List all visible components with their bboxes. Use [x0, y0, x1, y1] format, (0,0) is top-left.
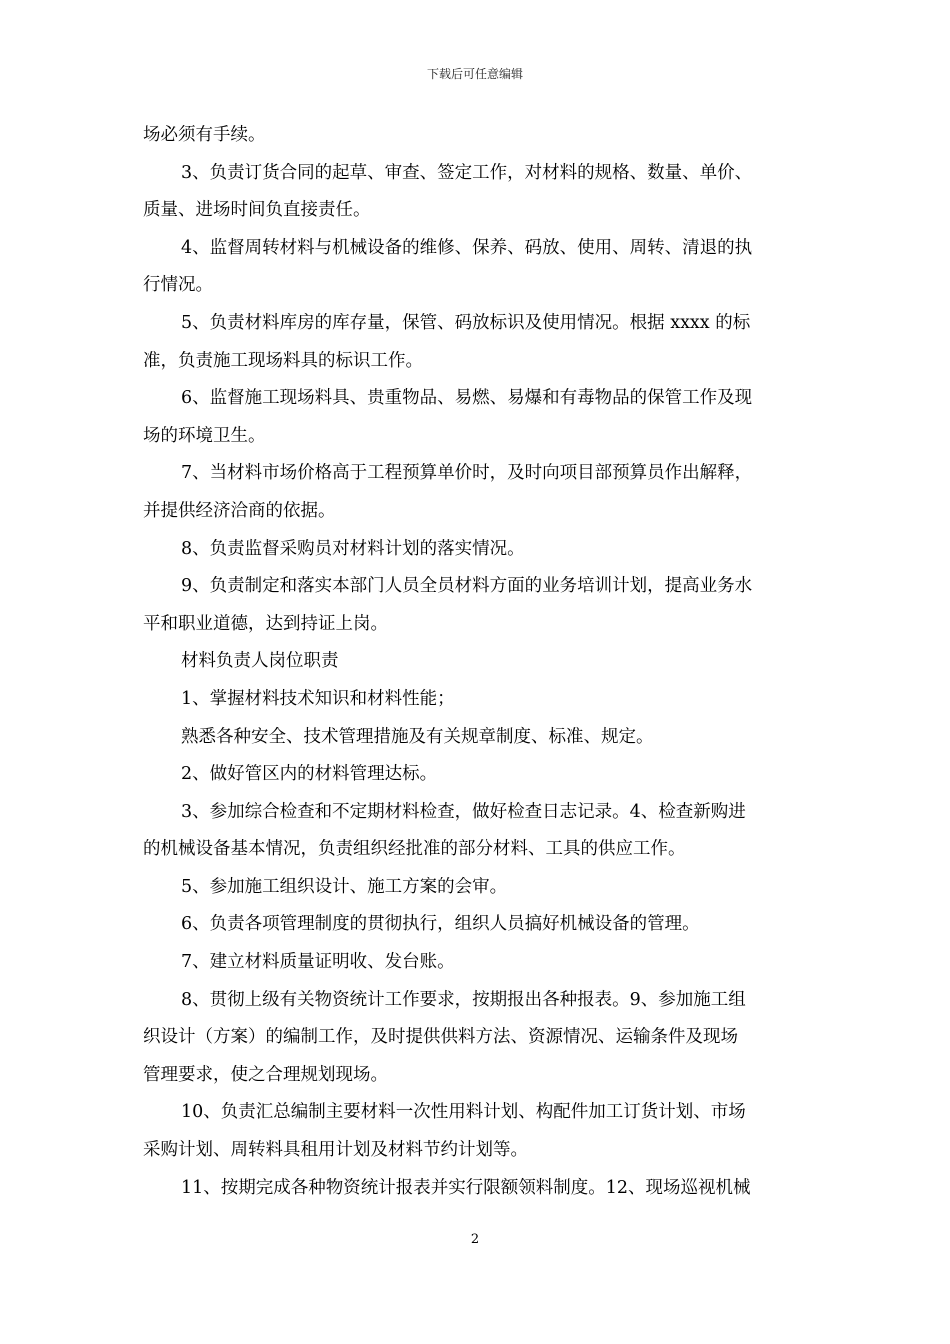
text-line: 9、负责制定和落实本部门人员全员材料方面的业务培训计划，提高业务水 [181, 576, 753, 597]
text-line: 8、负责监督采购员对材料计划的落实情况。 [181, 538, 525, 559]
text-line: 并提供经济洽商的依据。 [143, 500, 336, 521]
text-line: 8、贯彻上级有关物资统计工作要求，按期报出各种报表。9、参加施工组 [181, 989, 746, 1010]
text-line: 场必须有手续。 [143, 125, 266, 145]
text-line: 3、负责订货合同的起草、审查、签定工作，对材料的规格、数量、单价、 [181, 162, 753, 183]
text-line: 5、参加施工组织设计、施工方案的会审。 [181, 876, 508, 897]
text-line: 织设计（方案）的编制工作，及时提供供料方法、资源情况、运输条件及现场 [143, 1027, 738, 1048]
text-line: 1、掌握材料技术知识和材料性能； [181, 688, 455, 709]
text-line: 熟悉各种安全、技术管理措施及有关规章制度、标准、规定。 [181, 726, 654, 747]
text-line: 平和职业道德，达到持证上岗。 [143, 613, 388, 634]
page-number: 2 [470, 1232, 480, 1247]
text-line: 7、建立材料质量证明收、发台账。 [181, 952, 455, 973]
text-line: 采购计划、周转料具租用计划及材料节约计划等。 [143, 1140, 528, 1161]
section-heading: 材料负责人岗位职责 [181, 651, 339, 672]
text-line: 管理要求，使之合理规划现场。 [143, 1064, 388, 1085]
text-line: 质量、进场时间负直接责任。 [143, 200, 371, 221]
text-line: 4、监督周转材料与机械设备的维修、保养、码放、使用、周转、清退的执 [181, 237, 753, 258]
text-line: 准，负责施工现场料具的标识工作。 [143, 350, 423, 371]
text-line: 7、当材料市场价格高于工程预算单价时，及时向项目部预算员作出解释， [181, 463, 753, 484]
text-line: 2、做好管区内的材料管理达标。 [181, 764, 438, 785]
text-line: 11、按期完成各种物资统计报表并实行限额领料制度。12、现场巡视机械 [181, 1177, 751, 1198]
document-body [143, 117, 810, 1207]
text-line: 3、参加综合检查和不定期材料检查，做好检查日志记录。4、检查新购进 [181, 801, 746, 822]
text-line: 6、负责各项管理制度的贯彻执行，组织人员搞好机械设备的管理。 [181, 914, 700, 935]
text-line: 行情况。 [143, 275, 213, 296]
text-line: 的机械设备基本情况，负责组织经批准的部分材料、工具的供应工作。 [143, 839, 686, 860]
text-line: 6、监督施工现场料具、贵重物品、易燃、易爆和有毒物品的保管工作及现 [181, 388, 753, 409]
text-line: 10、负责汇总编制主要材料一次性用料计划、构配件加工订货计划、市场 [181, 1102, 746, 1123]
text-line: 5、负责材料库房的库存量，保管、码放标识及使用情况。根据 xxxx 的标 [181, 312, 751, 333]
page-header: 下载后可任意编辑 [426, 67, 523, 81]
text-line: 场的环境卫生。 [143, 425, 266, 446]
